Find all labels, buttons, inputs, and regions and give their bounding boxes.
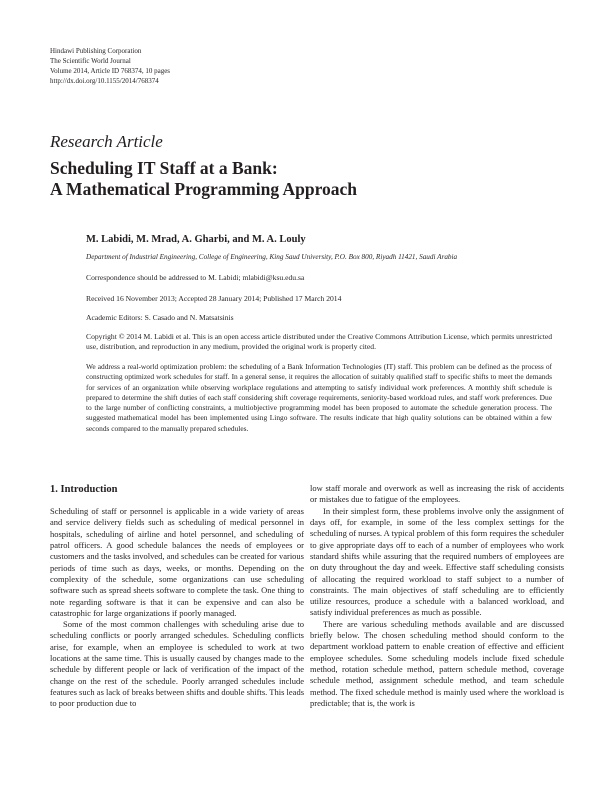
paragraph: In their simplest form, these problems involve only the assignment of days off, for example, in some of the less complex settings for the scheduling of nurses. A typical problem of this form requires the scheduler to give appropriate days off to each of a number of employees who work standard shifts while assuring that the required numbers of employees are on duty throughout the day and week. Effective staff scheduling consists of allocating the required workload to staff subject to a number of constraints. The main objectives of staff scheduling are to efficiently utilize resources, produce a schedule with a balanced workload, and satisfy individual preferences as much as possible. (310, 505, 564, 618)
body-column-left (50, 478, 304, 710)
academic-editors: Academic Editors: S. Casado and N. Matsatsinis (86, 313, 234, 322)
article-title (50, 158, 357, 200)
volume-info: Volume 2014, Article ID 768374, 10 pages (50, 67, 171, 75)
title-line-1: Scheduling IT Staff at a Bank: (50, 158, 278, 178)
abstract: We address a real-world optimization problem: the scheduling of a Bank Information Technologies (IT) staff. This problem can be defined as the process of constructing optimized work schedules for staff. In a general sense, it requires the allocation of suitably qualified staff to specific shifts to meet the demands for services of an organization while observing workplace regulations and attempting to satisfy individual work preferences. A monthly shift schedule is prepared to determine the shift duties of each staff considering shift coverage requirements, seniority-based workload rules, and staff work preferences. Due to the large number of conflicting constraints, a multiobjective programming model has been proposed to automate the schedule generation process. The suggested mathematical model has been implemented using Lingo software. The results indicate that high quality solutions can be obtained within a few seconds compared to the manually prepared schedules. (86, 362, 552, 433)
paragraph: Scheduling of staff or personnel is applicable in a wide variety of areas and service delivery fields such as scheduling of medical personnel in hospitals, scheduling of airline and hotel personnel, and scheduling of patrol officers. A good schedule balances the needs of employees or customers and the tasks involved, and schedules can be created for various periods of time such as days, weeks, or months. Depending on the complexity of the schedule, some organizations can use scheduling software such as spread sheets software to complete the task. One thing to note regarding software is that it can be expensive and can also be catastrophic for large organizations if poorly managed. (50, 506, 304, 618)
copyright-notice: Copyright © 2014 M. Labidi et al. This is an open access article distributed under the Creative Commons Attribution License, which permits unrestricted use, distribution, and reproduction in any medium, provided the original work is properly cited. (86, 332, 552, 351)
journal-masthead (50, 46, 170, 86)
title-line-2: A Mathematical Programming Approach (50, 179, 358, 199)
publication-dates: Received 16 November 2013; Accepted 28 January 2014; Published 17 March 2014 (86, 294, 342, 303)
journal-name: The Scientific World Journal (50, 57, 131, 65)
publisher-name: Hindawi Publishing Corporation (50, 47, 142, 55)
author-list: M. Labidi, M. Mrad, A. Gharbi, and M. A. Louly (86, 234, 306, 245)
paragraph: There are various scheduling methods available and are discussed briefly below. The chosen scheduling method should conform to the department workload pattern to enable creation of effective and efficient employee schedules. Some scheduling models include fixed schedule method, rotation schedule method, pattern schedule method, coverage schedule method, assignment schedule method, and team schedule method. The fixed schedule method is mainly used where the workload is predictable; that is, the work is (310, 618, 564, 708)
paragraph: Some of the most common challenges with scheduling arise due to scheduling conflicts or poorly arranged schedules. Scheduling conflicts arise, for example, when an employee is scheduled to work at two locations at the same time. This is usually caused by changes made to the schedule by different people or lack of verification of the impact of the change on the rest of the schedule. Poorly arranged schedules include features such as lack of breaks between shifts and double shifts. This leads to poor production due to (50, 619, 304, 709)
article-type: Research Article (50, 132, 163, 151)
paragraph: low staff morale and overwork as well as increasing the risk of accidents or mistakes due to fatigue of the employees. (310, 483, 564, 505)
section-heading-introduction: 1. Introduction (50, 484, 118, 495)
body-column-right (310, 483, 564, 709)
affiliation: Department of Industrial Engineering, College of Engineering, King Saud University, P.O. Box 800, Riyadh 11421, Saudi Arabia (86, 253, 458, 261)
correspondence: Correspondence should be addressed to M. Labidi; mlabidi@ksu.edu.sa (86, 273, 305, 282)
doi-link[interactable]: http://dx.doi.org/10.1155/2014/768374 (50, 77, 159, 85)
